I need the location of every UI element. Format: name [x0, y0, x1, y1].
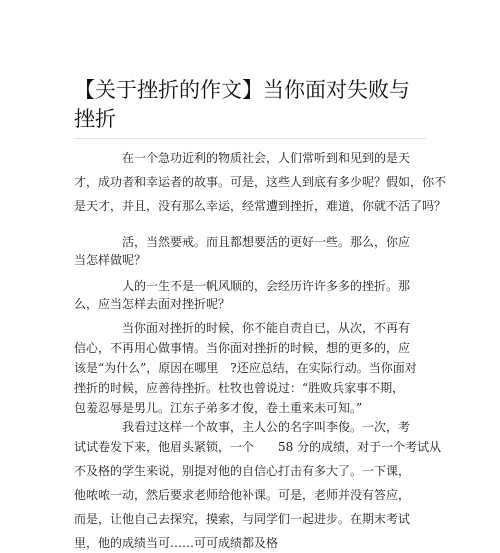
paragraph-5	[74, 417, 442, 553]
text-line: 信心，不再用心做事情。当你面对挫折的时候，想的更多的，应	[74, 341, 411, 355]
text-line: 该是“为什么”，原因在哪里 ?还应总结，在实际行动。当你面对	[74, 361, 417, 375]
text-line: 活，当然要戒。而且都想要活的更好一些。那么，你应	[74, 235, 411, 249]
text-line: 而是，让他自己去探究，摸索，与同学们一起进步。在期末考试	[74, 512, 411, 526]
text-line: 当你面对挫折的时候，你不能自责自已，从次，不再有	[74, 321, 411, 335]
text-line: 试试卷发下来，他眉头紧锁，一个 58 分的成绩，对于一个考试从	[74, 440, 442, 454]
text-line: 么，应当怎样去面对挫折呢？	[74, 297, 231, 311]
paragraph-4	[74, 318, 430, 418]
text-line: 我看过这样一个故事，主人公的名字叫李俊。一次，考	[74, 420, 411, 434]
text-line: 当怎样做呢？	[74, 253, 147, 267]
paragraph-2	[74, 232, 430, 270]
title-line: 挫折	[74, 107, 116, 131]
paragraph-3	[74, 276, 430, 314]
text-line: 是天才，并且，没有那么幸运，经常遭到挫折，难道，你就不活了吗？	[74, 199, 447, 213]
paragraph-1	[74, 148, 447, 216]
text-line: 在一个急功近利的物质社会，人们常听到和见到的是天	[74, 151, 411, 165]
title-divider	[74, 138, 426, 139]
text-line: 才，成功者和幸运者的故事。可是，这些人到底有多少呢？假如，你不	[74, 175, 447, 189]
text-line: 里，他的成绩当可……可可成绩都及格	[74, 536, 279, 550]
text-line: 不及格的学生来说，别提对他的自信心打击有多大了。一下课，	[74, 464, 411, 478]
text-line: 他哝哝一动，然后要求老师给他补课。可是，老师并没有答应，	[74, 488, 411, 502]
text-line: 人的一生不是一帆风顺的，会经历许许多多的挫折。那	[74, 279, 411, 293]
text-line: 挫折的时候，应善待挫折。杜牧也曾说过：“胜败兵家事不期，	[74, 381, 405, 395]
title-line: 【关于挫折的作文】当你面对失败与	[74, 78, 410, 102]
article-title	[74, 76, 434, 134]
text-line: 包羞忍辱是男儿。江东子弟多才俊，卷土重来未可知。”	[74, 401, 363, 415]
